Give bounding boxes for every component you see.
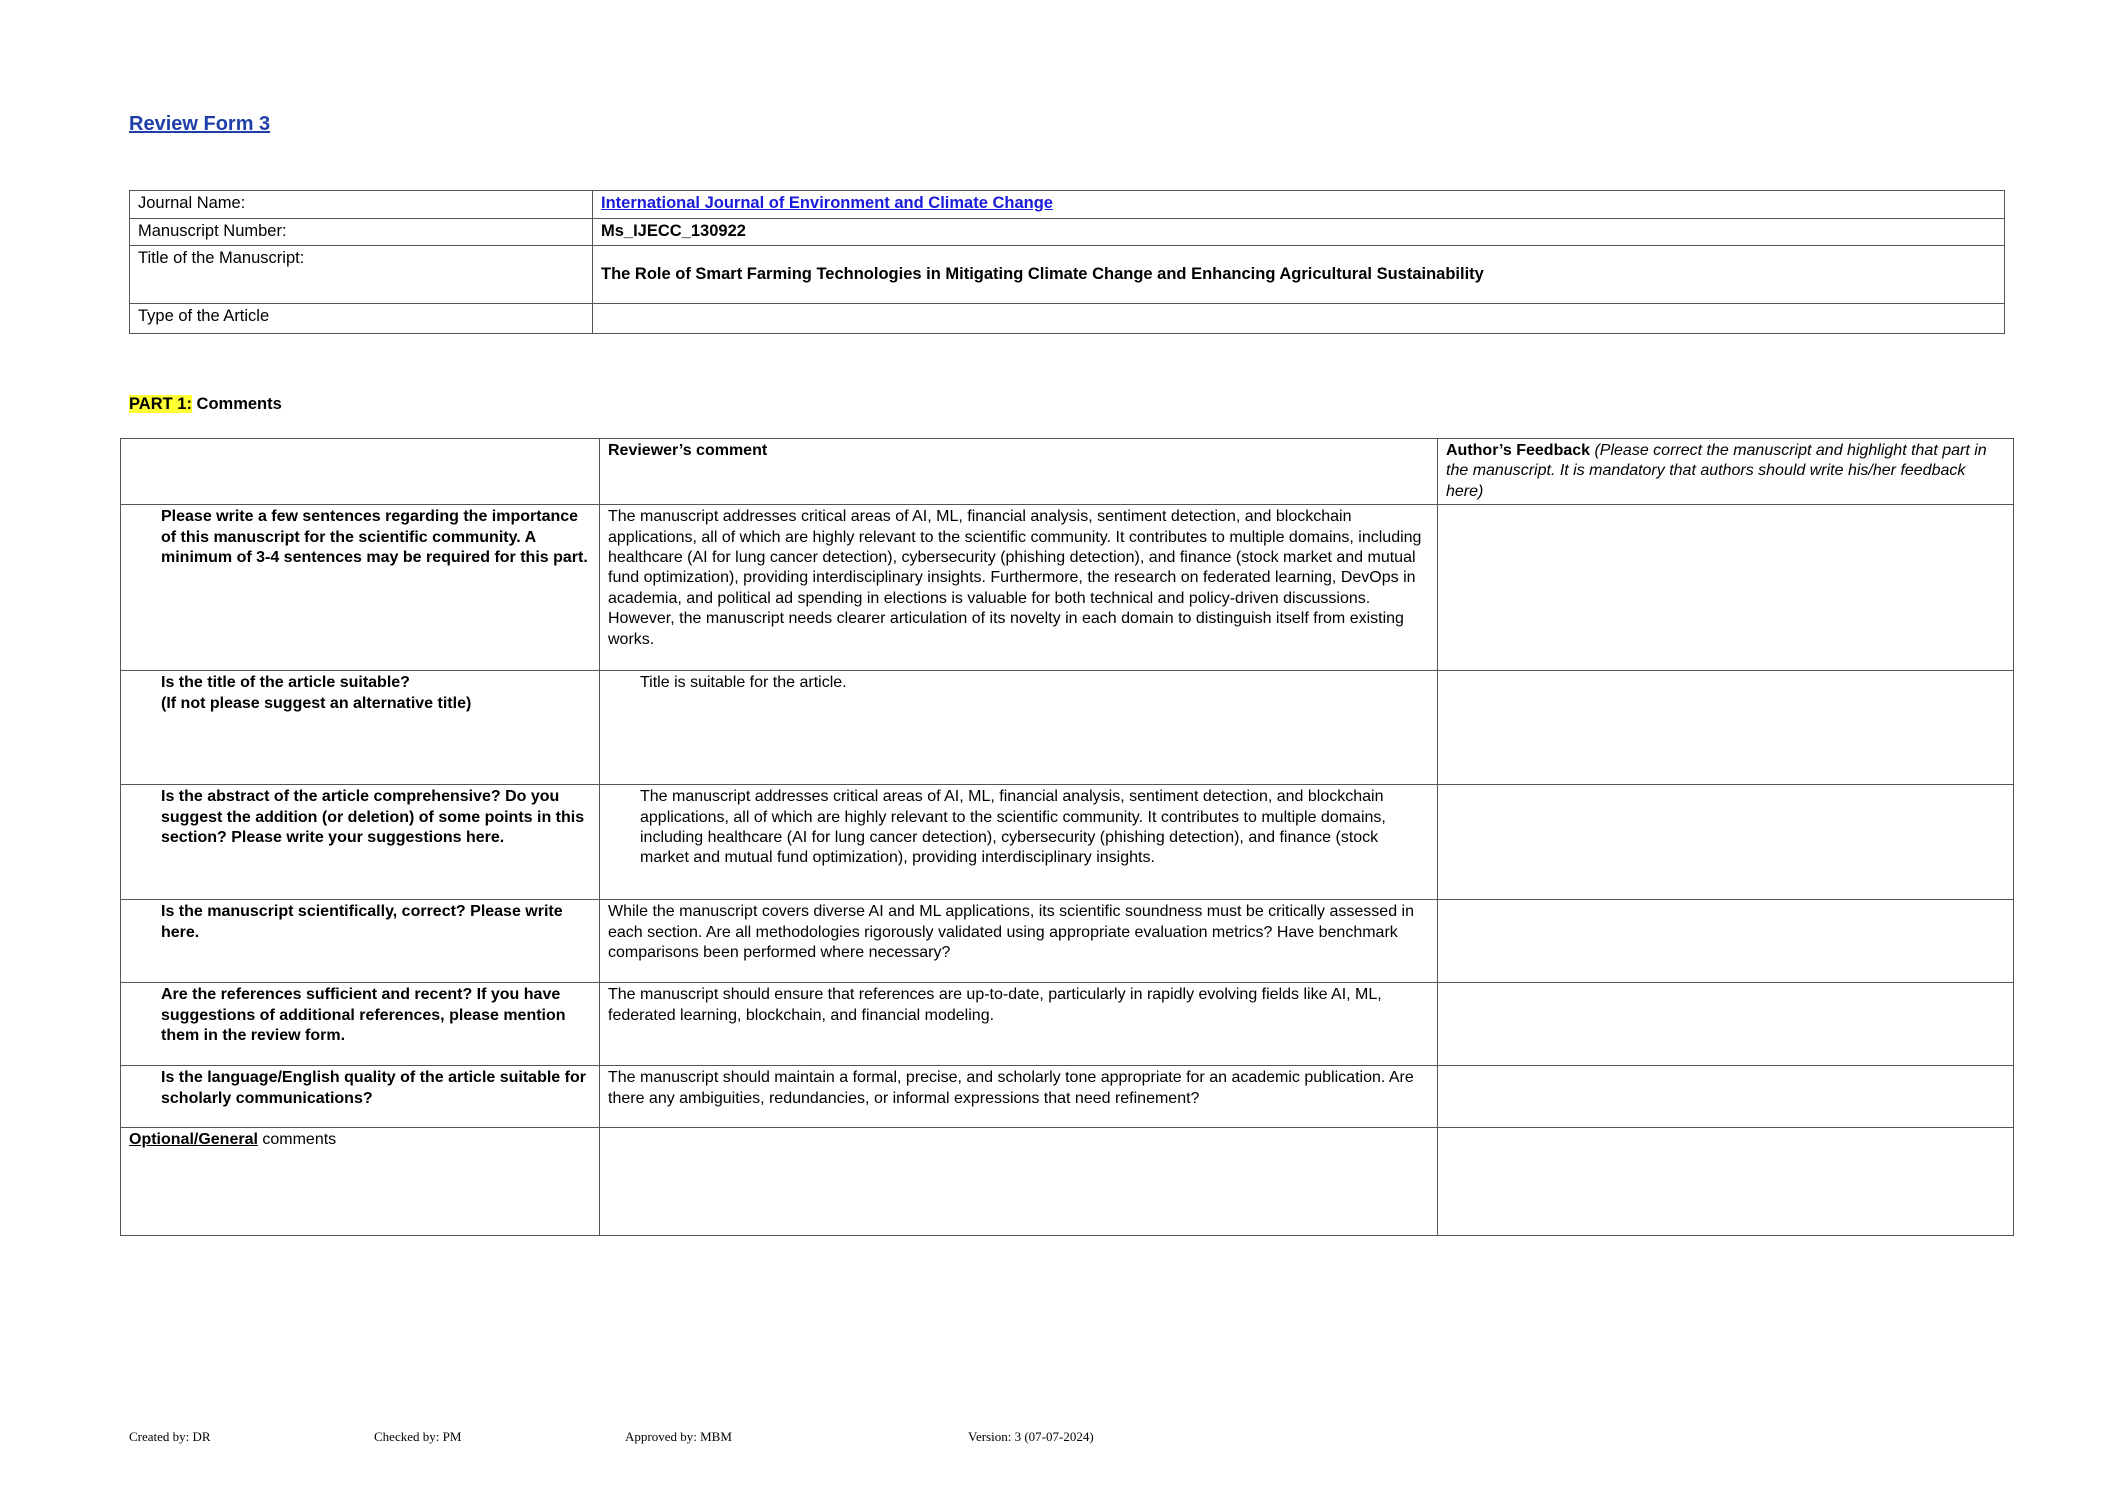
optional-comments-row <box>121 1128 2014 1236</box>
author-feedback-title: Author’s Feedback <box>1446 442 1591 459</box>
question: Is the title of the article suitable? (If not please suggest an alternative title) <box>121 671 600 785</box>
part-heading <box>129 395 282 414</box>
question: Is the language/English quality of the article suitable for scholarly communications? <box>121 1066 600 1128</box>
table-row <box>121 505 2014 671</box>
comments-table <box>120 438 2014 1236</box>
author-feedback[interactable] <box>1438 785 2014 900</box>
optional-label: Optional/General <box>129 1131 258 1149</box>
journal-link[interactable]: International Journal of Environment and Climate Change <box>601 194 1053 212</box>
manuscript-title-label: Title of the Manuscript: <box>130 246 593 304</box>
article-type-label: Type of the Article <box>130 304 593 334</box>
author-feedback-header <box>1438 439 2014 505</box>
footer-checked: Checked by: PM <box>374 1429 462 1444</box>
table-row <box>121 900 2014 983</box>
header-empty <box>121 439 600 505</box>
author-feedback[interactable] <box>1438 671 2014 785</box>
optional-suffix: comments <box>257 1131 337 1149</box>
article-type-value[interactable] <box>593 304 2005 334</box>
table-row <box>121 785 2014 900</box>
manuscript-info-table <box>129 190 2005 334</box>
reviewer-comment: Title is suitable for the article. <box>600 671 1438 785</box>
question: Please write a few sentences regarding the importance of this manuscript for the scientific community. A minimum of 3-4 sentences may be required for this part. <box>121 505 600 671</box>
question: Is the abstract of the article comprehensive? Do you suggest the addition (or deletion) of some points in this section? Please write your suggestions here. <box>121 785 600 900</box>
optional-author-feedback[interactable] <box>1438 1128 2014 1236</box>
optional-reviewer-comment[interactable] <box>600 1128 1438 1236</box>
author-feedback-note: (Please correct the manuscript and highlight that part in the manuscript. It is mandatory that authors should write his/her feedback here) <box>1446 442 1987 500</box>
reviewer-comment: While the manuscript covers diverse AI and ML applications, its scientific soundness must be critically assessed in each section. Are all methodologies rigorously validated using appropriate evaluation metrics? Have benchmark comparisons been performed where necessary? <box>600 900 1438 983</box>
author-feedback[interactable] <box>1438 983 2014 1066</box>
manuscript-number: Ms_IJECC_130922 <box>593 219 2005 246</box>
footer-version: Version: 3 (07-07-2024) <box>968 1429 1094 1444</box>
manuscript-number-label: Manuscript Number: <box>130 219 593 246</box>
author-feedback[interactable] <box>1438 1066 2014 1128</box>
author-feedback[interactable] <box>1438 505 2014 671</box>
reviewer-comment: The manuscript should maintain a formal, precise, and scholarly tone appropriate for an academic publication. Are there any ambiguities, redundancies, or informal expressions that need refinement? <box>600 1066 1438 1128</box>
table-row <box>121 671 2014 785</box>
reviewer-comment-header: Reviewer’s comment <box>600 439 1438 505</box>
reviewer-comment: The manuscript should ensure that references are up-to-date, particularly in rapidly evolving fields like AI, ML, federated learning, blockchain, and financial modeling. <box>600 983 1438 1066</box>
part-label: Comments <box>191 395 282 413</box>
footer-created: Created by: DR <box>129 1429 211 1444</box>
table-row <box>121 983 2014 1066</box>
reviewer-comment: The manuscript addresses critical areas of AI, ML, financial analysis, sentiment detection, and blockchain applications, all of which are highly relevant to the scientific community. It contributes to multiple domains, including healthcare (AI for lung cancer detection), cybersecurity (phishing detection), and finance (stock market and mutual fund optimization), providing interdisciplinary insights. <box>600 785 1438 900</box>
author-feedback[interactable] <box>1438 900 2014 983</box>
form-title[interactable]: Review Form 3 <box>129 113 271 135</box>
part-number: PART 1: <box>129 395 192 413</box>
manuscript-title: The Role of Smart Farming Technologies in Mitigating Climate Change and Enhancing Agricultural Sustainability <box>593 246 2005 304</box>
footer-approved: Approved by: MBM <box>625 1429 732 1444</box>
table-row <box>121 1066 2014 1128</box>
question: Are the references sufficient and recent? If you have suggestions of additional references, please mention them in the review form. <box>121 983 600 1066</box>
journal-label: Journal Name: <box>130 191 593 219</box>
question: Is the manuscript scientifically, correct? Please write here. <box>121 900 600 983</box>
optional-comments-label <box>121 1128 600 1236</box>
reviewer-comment: The manuscript addresses critical areas of AI, ML, financial analysis, sentiment detection, and blockchain applications, all of which are highly relevant to the scientific community. It contributes to multiple domains, including healthcare (AI for lung cancer detection), cybersecurity (phishing detection), and finance (stock market and mutual fund optimization), providing interdisciplinary insights. Furthermore, the research on federated learning, DevOps in academia, and political ad spending in elections is valuable for both technical and policy-driven discussions. However, the manuscript needs clearer articulation of its novelty in each domain to distinguish itself from existing works. <box>600 505 1438 671</box>
